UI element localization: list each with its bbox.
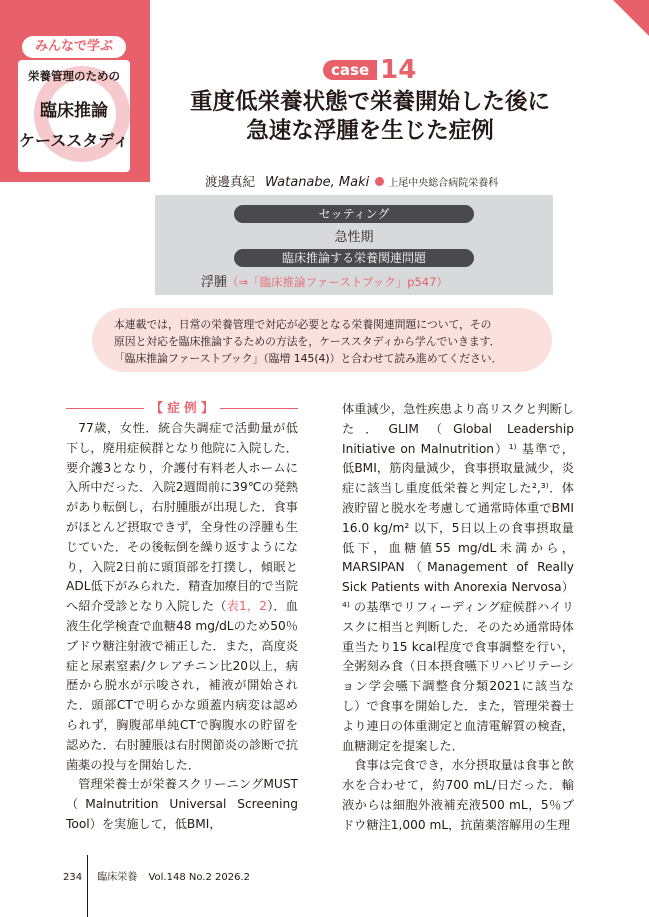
author-line [205, 172, 498, 190]
series-badge [0, 0, 150, 182]
problem-value: 浮腫 [201, 275, 228, 290]
author-name-ja: 渡邊真紀 [205, 174, 256, 189]
notice-line: 原因と対応を臨床推論するための方法を，ケーススタディから学んでいきます． [114, 335, 501, 348]
page-number: 234 [63, 872, 83, 883]
journal-name: 臨床栄養 [97, 872, 138, 883]
notice-line: 本連載では，日常の栄養管理で対応が必要となる栄養関連問題について，その [114, 318, 492, 331]
series-line-3: ケーススタディ [19, 131, 129, 150]
case-paragraph [66, 419, 298, 775]
page-footer [63, 868, 250, 883]
heading-rule [66, 408, 144, 409]
title-line-2: 急速な浮腫を生じた症例 [246, 118, 494, 144]
right-column [342, 400, 574, 836]
series-notice [92, 308, 552, 372]
problem-label: 臨床推論する栄養関連問題 [234, 249, 474, 267]
section-heading [66, 398, 298, 418]
corner-decoration [613, 0, 649, 36]
setting-value: 急性期 [334, 230, 374, 245]
article-title [150, 88, 590, 146]
section-title: 【 症 例 】 [150, 400, 214, 416]
setting-label: セッティング [234, 205, 474, 223]
series-line-1: 栄養管理のための [28, 69, 120, 83]
author-name-en: Watanabe, Maki [265, 175, 370, 190]
case-paragraph: 食事は完食でき，水分摂取量は食事と飲水を合わせて，約700 mL/日だった．輸液からは細胞外液補充液500 mL，5％ブドウ糖注1,000 mL，抗菌薬溶解用の生理 [342, 758, 574, 832]
case-number: 14 [380, 55, 417, 85]
case-label [323, 55, 417, 85]
series-badge-top: みんなで学ぶ [22, 36, 126, 58]
series-line-2: 臨床推論 [40, 101, 108, 121]
paragraph-text: 77歳，女性．統合失調症で活動量が低下し，廃用症候群となり他院に入院した．要介護3となり，介護付有料老人ホームに入所中だった．入院2週間前に39℃の発熱があり転倒し，右肘腫脹が出現した．食事がほとんど摂取できず，全身性の浮腫も生じていた．その後転倒を繰り返すようになり，入院2日前に頭頂部を打撲し，傾眠とADL低下がみられた．精査加療目的で当院へ紹介受診となり入院した（ [66, 421, 298, 614]
footer-rule [87, 855, 88, 917]
notice-line: 「臨床推論ファーストブック」（臨増 145(4)）と合わせて読み進めてください． [114, 352, 503, 365]
problem-reference: （⇒「臨床推論ファーストブック」p547） [227, 275, 448, 289]
paragraph-text: ）．血液生化学検査で血糖48 mg/dLのため50％ブドウ糖注射液で補正した．また，高度炎症と尿素窒素/クレアチニン比20以上，病歴から脱水が示唆され，補液が開始された．頭部CTで明らかな頭蓋内病変は認められず，胸腹部単純CTで胸腹水の貯留を認めた．右肘腫脹は右肘関節炎の診断で抗菌薬の投与を開始した． [66, 599, 298, 772]
author-affiliation: 上尾中央総合病院栄養科 [388, 178, 499, 189]
title-line-1: 重度低栄養状態で栄養開始した後に [189, 89, 550, 115]
setting-box [155, 195, 553, 295]
problem-line [201, 271, 448, 290]
journal-issue: Vol.148 No.2 2026.2 [148, 872, 251, 883]
case-paragraph: 管理栄養士が栄養スクリーニングMUST（Malnutrition Universal Screening Tool）を実施して，低BMI， [66, 777, 298, 831]
case-word: case [323, 60, 377, 80]
series-badge-card [18, 60, 130, 172]
left-column [66, 398, 298, 835]
case-paragraph: 体重減少，急性疾患より高リスクと判断した．GLIM（Global Leadership Initiative on Malnutrition）¹⁾ 基準で，低BMI，筋肉量減少，食事摂取量減少，炎症に該当し重度低栄養と判定した²,³⁾．体液貯留と脱水を考慮して通常時体重でBMI 16.0 kg/m² 以下，5日以上の食事摂取量低下，血糖値55 mg/dL未満から，MARSIPAN（Management of Really Sick Patients with Anorexia Nervosa）⁴⁾ の基準でリフィーディング症候群ハイリスクに相当と判断した．そのため通常時体重当たり15 kcal程度で食事調整を行い，全粥刻み食（日本摂食嚥下リハビリテーション学会嚥下調整食分類2021に該当なし）で食事を開始した．また，管理栄養士より連日の体重測定と血清電解質の検査，血糖測定を提案した． [342, 402, 574, 753]
heading-rule [220, 408, 298, 409]
table-reference-link[interactable]: 表1，2 [226, 599, 268, 614]
bullet-dot-icon [375, 177, 384, 186]
